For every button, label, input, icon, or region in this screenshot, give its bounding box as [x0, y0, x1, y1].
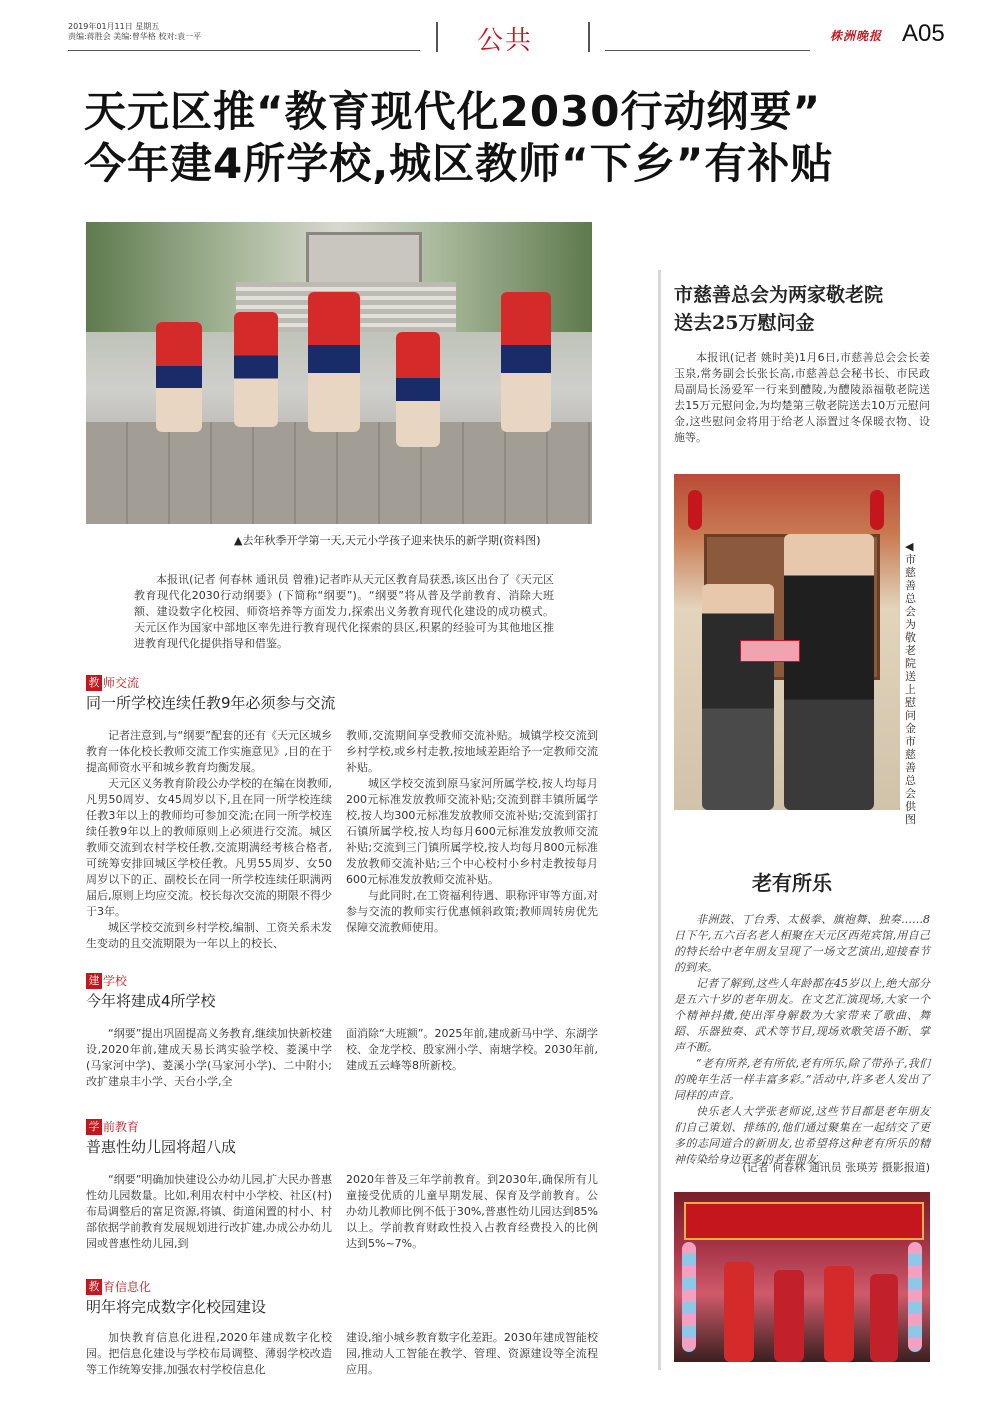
section-name: 公共 [477, 26, 534, 56]
section-2-mark: 建 [86, 973, 102, 989]
charity-photo [674, 474, 900, 810]
section-4-mark: 教 [86, 1279, 102, 1295]
date-line [68, 22, 201, 42]
elderly-credit: (记者 何春林 通讯员 张瑛芳 摄影报道) [742, 1161, 930, 1174]
section-1-col1-p1: 记者注意到,与“纲要”配套的还有《天元区城乡教育一体化校长教师交流工作实施意见》,目的在于提高师资水平和城乡教育均衡发展。 [86, 729, 332, 774]
section-4-label-text: 育信息化 [103, 1280, 152, 1294]
masthead-rule-right [605, 50, 810, 51]
section-2-col1-p1: “纲要”提出巩固提高义务教育,继续加快新校建设,2020年前,建成天易长鸿实验学校、菱溪中学(马家河中学)、菱溪小学(马家河小学)、二中附小;改扩建泉丰小学、天台小学,全 [86, 1027, 332, 1088]
charity-photo-caption: ◀市慈善总会为敬老院送上慰问金 市慈善总会供图 [905, 540, 916, 826]
elderly-p1: 非洲鼓、丁台秀、太极拳、旗袍舞、独奏……8日下午,五六百名老人相聚在天元区西苑宾馆,用自己的特长给中老年朋友呈现了一场文艺演出,迎接春节的到来。 [674, 913, 930, 974]
section-2-label-text: 学校 [103, 974, 128, 988]
section-4-label [86, 1278, 151, 1295]
section-divider-right [588, 22, 590, 52]
section-4-col1 [86, 1330, 332, 1378]
section-4-title: 明年将完成数字化校园建设 [86, 1298, 267, 1316]
child-5 [501, 292, 551, 432]
man-left [702, 584, 774, 810]
headline-line2: 今年建4所学校,城区教师“下乡”有补贴 [84, 139, 834, 188]
section-2-col2 [346, 1026, 598, 1074]
elderly-body [674, 912, 930, 1168]
photo-balloons-right [908, 1242, 922, 1352]
section-3-col2-p1: 2020年普及三年学前教育。到2030年,确保所有儿童接受优质的儿童早期发展、保育及学前教育。公办幼儿教师比例不低于30%,普惠性幼儿园达到85%以上。学前教育财政性投入占教育经费投入的比例达到5%~7%。 [346, 1173, 598, 1250]
section-1-col2 [346, 728, 598, 936]
dancer-2 [774, 1270, 804, 1362]
section-1-col1-p2: 天元区义务教育阶段公办学校的在编在岗教师,凡男50周岁、女45周岁以下,且在同一所学校连续任教3年以上的教师均可参加交流;在同一所学校连续任教9年以上的教师原则上必须进行交流。城区教师交流到农村学校任教,交流期满经考核合格者,可统筹安排回城区学校任教。凡男55周岁、女50周岁以下的正、副校长在同一所学校连续任职满两届后,原则上均应交流。校长每次交流的期限不得少于3年。 [86, 777, 332, 918]
section-2-label [86, 972, 127, 989]
section-1-col1-p3: 城区学校交流到乡村学校,编制、工资关系未发生变动的且交流期限为一年以上的校长、 [86, 921, 332, 950]
section-1-label-text: 师交流 [103, 676, 140, 690]
section-4-col2-p1: 建设,缩小城乡教育数字化差距。2030年建成智能校园,推动人工智能在教学、管理、资源建设等全流程应用。 [346, 1331, 598, 1376]
section-1-title: 同一所学校连续任教9年必须参与交流 [86, 694, 336, 712]
photo-stage-banner [684, 1202, 924, 1240]
elderly-p4: 快乐老人大学张老师说,这些节目都是老年朋友们自己策划、排练的,他们通过聚集在一起结交了更多的志同道合的新朋友,也希望将这种老有所乐的精神传染给身边更多的老年朋友。 [674, 1105, 930, 1166]
charity-title-line1: 市慈善总会为两家敬老院 [674, 284, 884, 306]
charity-body [674, 350, 930, 446]
dancer-1 [724, 1262, 754, 1362]
elderly-title: 老有所乐 [752, 871, 832, 895]
section-3-label-text: 前教育 [103, 1120, 140, 1134]
charity-body-text: 本报讯(记者 姚时美)1月6日,市慈善总会会长姜玉泉,常务副会长张长高,市慈善总会秘书长、市民政局副局长汤爱军一行来到醴陵,为醴陵添福敬老院送去15万元慰问金,为均楚第三敬老院送去10万元慰问金,这些慰问金将用于给老人添置过冬保暖衣物、设施等。 [674, 351, 930, 444]
brand-logo: 株洲晚报 [829, 28, 882, 43]
dancer-3 [824, 1266, 854, 1362]
photo-lantern-left [688, 490, 702, 530]
section-2-title: 今年将建成4所学校 [86, 992, 216, 1010]
section-1-mark: 教 [86, 675, 102, 691]
lead-paragraph-text: 本报讯(记者 何春林 通讯员 曾雅)记者昨从天元区教育局获悉,该区出台了《天元区教育现代化2030行动纲要》(下简称“纲要”)。“纲要”将从普及学前教育、消除大班额、建设数字化校园、师资培养等方面发力,探索出义务教育现代化建设的成功模式。天元区作为国家中部地区率先进行教育现代化探索的县区,积累的经验可为其他地区推进教育现代化提供指导和借鉴。 [134, 573, 554, 650]
section-3-col1-p1: “纲要”明确加快建设公办幼儿园,扩大民办普惠性幼儿园数量。比如,利用农村中小学校、社区(村)布局调整后的富足资源,将镇、街道闲置的村小、村部依据学前教育发展规划进行改扩建,办成公办幼儿园或普惠性幼儿园,到 [86, 1173, 332, 1250]
child-2 [234, 312, 278, 427]
main-photo [86, 222, 592, 524]
date-text: 2019年01月11日 星期五 [68, 22, 160, 31]
section-2-col1 [86, 1026, 332, 1090]
page-number: A05 [902, 20, 945, 47]
section-1-col2-p1: 教师,交流期间享受教师交流补贴。城镇学校交流到乡村学校,或乡村走教,按地域差距给予一定教师交流补贴。 [346, 729, 598, 774]
man-right [784, 534, 874, 810]
section-3-mark: 学 [86, 1119, 102, 1135]
section-1-col2-p3: 与此同时,在工资福利待遇、职称评审等方面,对参与交流的教师实行优惠倾斜政策;教师周转房优先保障交流教师使用。 [346, 889, 598, 934]
child-3 [308, 292, 360, 432]
child-1 [156, 322, 202, 432]
section-divider-left [436, 22, 438, 52]
section-3-label [86, 1118, 139, 1135]
section-3-col2 [346, 1172, 598, 1252]
column-divider [658, 270, 661, 1370]
headline-line1: 天元区推“教育现代化2030行动纲要” [84, 87, 822, 136]
elderly-p3: “老有所养,老有所依,老有所乐,除了带孙子,我们的晚年生活一样丰富多彩。”活动中,许多老人发出了同样的声音。 [674, 1057, 930, 1102]
elderly-photo [674, 1192, 930, 1362]
editor-text: 责编:蒋胜会 美编:曾华格 校对:袁一平 [68, 32, 202, 41]
section-1-col1 [86, 728, 332, 952]
photo-balloons-left [682, 1242, 696, 1352]
section-3-title: 普惠性幼儿园将超八成 [86, 1138, 237, 1156]
main-photo-caption: ▲去年秋季开学第一天,天元小学孩子迎来快乐的新学期(资料图) [234, 534, 541, 547]
dancer-4 [870, 1274, 898, 1362]
section-4-col1-p1: 加快教育信息化进程,2020年建成数字化校园。把信息化建设与学校布局调整、薄弱学校改造等工作统筹安排,加强农村学校信息化 [86, 1331, 332, 1376]
section-2-col2-p1: 面消除“大班额”。2025年前,建成新马中学、东湖学校、金龙学校、殷家洲小学、南塘学校。2030年前,建成五云峰等8所新校。 [346, 1027, 598, 1072]
donation-envelope [740, 640, 800, 662]
charity-title-line2: 送去25万慰问金 [674, 312, 815, 334]
lead-paragraph [134, 572, 554, 652]
photo-lantern-right [870, 490, 884, 530]
elderly-p2: 记者了解到,这些人年龄都在45岁以上,绝大部分是五六十岁的老年朋友。在文艺汇演现场,大家一个个精神抖擞,使出浑身解数为大家带来了歌曲、舞蹈、乐器独奏、武术等节目,现场欢歌笑语不断、掌声不断。 [674, 977, 930, 1054]
masthead-rule-left [68, 50, 420, 51]
child-4 [396, 332, 440, 447]
photo-ground [86, 422, 592, 524]
section-1-col2-p2: 城区学校交流到原马家河所属学校,按人均每月200元标准发放教师交流补贴;交流到群丰镇所属学校,按人均300元标准发放教师交流补贴;交流到雷打石镇所属学校,按人均每月600元标准发放教师交流补贴;交流到三门镇所属学校,按人均每月800元标准发放教师交流补贴;三个中心校村小乡村走教按每月600元标准发放教师交流补贴。 [346, 777, 598, 886]
section-3-col1 [86, 1172, 332, 1252]
section-4-col2 [346, 1330, 598, 1378]
section-1-label [86, 674, 139, 691]
